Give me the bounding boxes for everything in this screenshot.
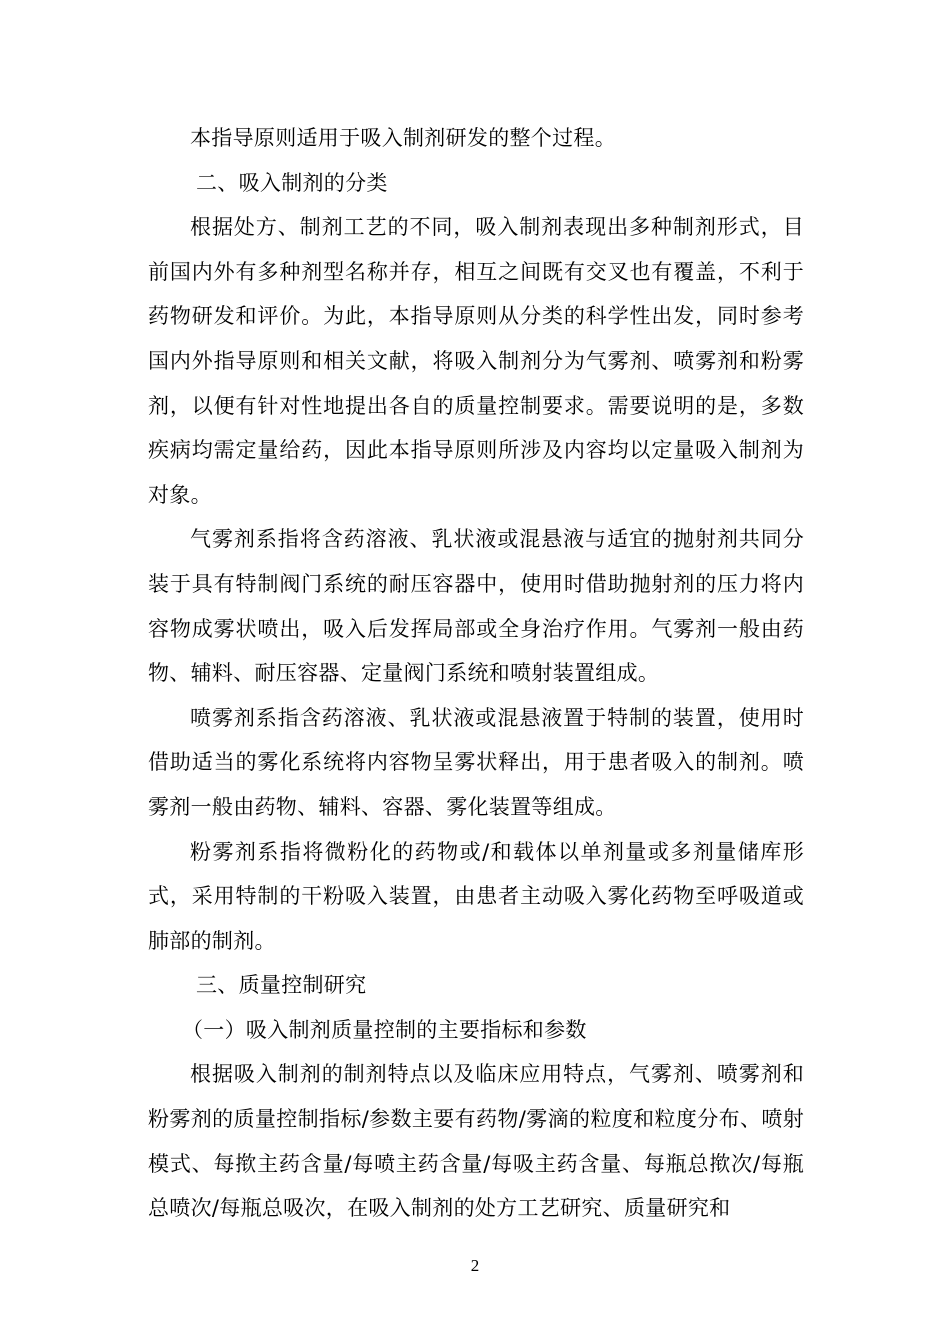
section-heading-classification: 二、吸入制剂的分类 bbox=[196, 170, 388, 195]
paragraph-aerosol-definition: 气雾剂系指将含药溶液、乳状液或混悬液与适宜的抛射剂共同分装于具有特制阀门系统的耐压容器中，使用时借助抛射剂的压力将内容物成雾状喷出，吸入后发挥局部或全身治疗作用。气雾剂一般由药物、辅料、耐压容器、定量阀门系统和喷射装置组成。 bbox=[148, 527, 804, 686]
paragraph-powder-definition: 粉雾剂系指将微粉化的药物或/和载体以单剂量或多剂量储库形式，采用特制的干粉吸入装置，由患者主动吸入雾化药物至呼吸道或肺部的制剂。 bbox=[148, 839, 804, 953]
paragraph-quality-indicators: 根据吸入制剂的制剂特点以及临床应用特点，气雾剂、喷雾剂和粉雾剂的质量控制指标/参数主要有药物/雾滴的粒度和粒度分布、喷射模式、每揿主药含量/每喷主药含量/每吸主药含量、每瓶总揿次/每瓶总喷次/每瓶总吸次，在吸入制剂的处方工艺研究、质量研究和 bbox=[148, 1062, 804, 1221]
page-number: 2 bbox=[470, 1256, 480, 1275]
document-body bbox=[148, 116, 804, 1231]
paragraph-classification-intro: 根据处方、制剂工艺的不同，吸入制剂表现出多种制剂形式，目前国内外有多种剂型名称并存，相互之间既有交叉也有覆盖，不利于药物研发和评价。为此，本指导原则从分类的科学性出发，同时参考国内外指导原则和相关文献，将吸入制剂分为气雾剂、喷雾剂和粉雾剂，以便有针对性地提出各自的质量控制要求。需要说明的是，多数疾病均需定量给药，因此本指导原则所涉及内容均以定量吸入制剂为对象。 bbox=[148, 215, 804, 507]
paragraph-spray-definition: 喷雾剂系指含药溶液、乳状液或混悬液置于特制的装置，使用时借助适当的雾化系统将内容物呈雾状释出，用于患者吸入的制剂。喷雾剂一般由药物、辅料、容器、雾化装置等组成。 bbox=[148, 705, 804, 819]
section-heading-quality-control: 三、质量控制研究 bbox=[196, 973, 367, 998]
subsection-heading-indicators: （一）吸入制剂质量控制的主要指标和参数 bbox=[182, 1017, 587, 1042]
paragraph-scope: 本指导原则适用于吸入制剂研发的整个过程。 bbox=[190, 126, 616, 150]
